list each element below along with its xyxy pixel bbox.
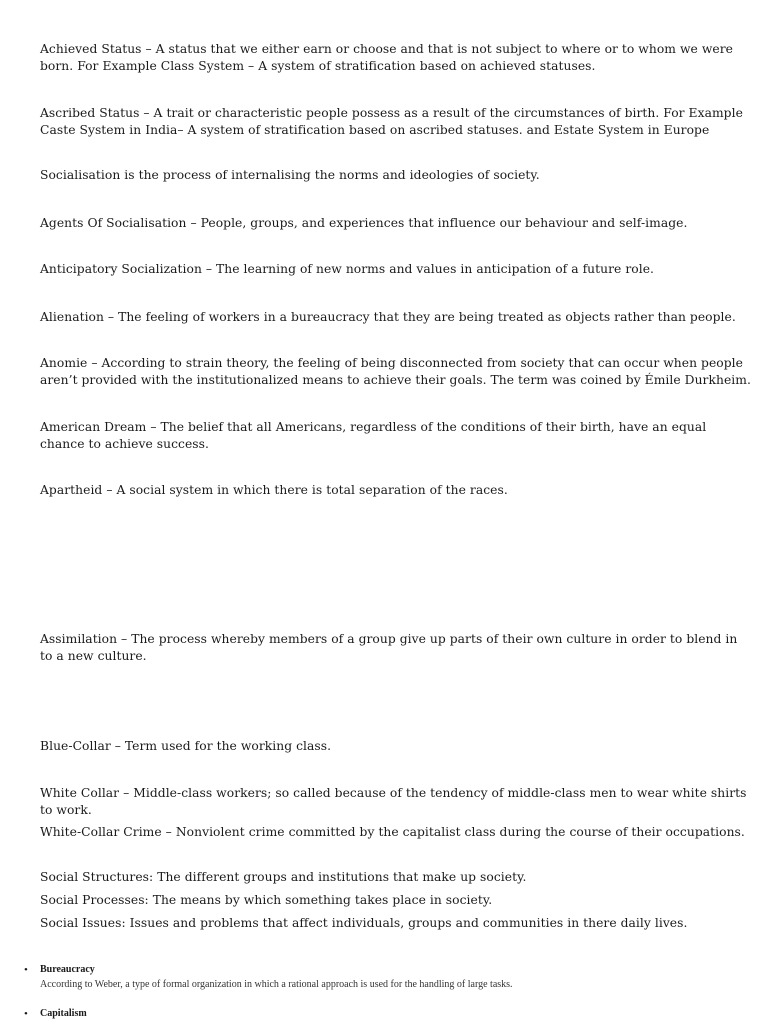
paragraph-agents-of-socialisation: Agents Of Socialisation – People, groups, and experiences that influence our behaviour and self-image. bbox=[40, 216, 688, 230]
paragraph-anticipatory-socialization: Anticipatory Socialization – The learning of new norms and values in anticipation of a future role. bbox=[40, 262, 654, 276]
bullet-marker: • bbox=[24, 1008, 28, 1020]
paragraph-white-collar: White Collar – Middle-class workers; so called because of the tendency of middle-class men to wear white shirts to work. bbox=[40, 786, 747, 817]
paragraph-white-collar-crime: White-Collar Crime – Nonviolent crime committed by the capitalist class during the course of their occupations. bbox=[40, 825, 745, 839]
bullet-marker: • bbox=[24, 964, 28, 976]
paragraph-assimilation: Assimilation – The process whereby members of a group give up parts of their own culture in order to blend in to a new culture. bbox=[40, 632, 738, 663]
paragraph-social-structures: Social Structures: The different groups and institutions that make up society. bbox=[40, 870, 527, 884]
paragraph-social-issues: Social Issues: Issues and problems that affect individuals, groups and communities in there daily lives. bbox=[40, 916, 688, 930]
paragraph-anomie: Anomie – According to strain theory, the feeling of being disconnected from society that can occur when people aren’t provided with the institutionalized means to achieve their goals. The term was coined by Émile Durkheim. bbox=[40, 356, 751, 387]
paragraph-ascribed-status: Ascribed Status – A trait or characteristic people possess as a result of the circumstances of birth. For Example Caste System in India– A system of stratification based on ascribed statuses. and Estate System in Europe bbox=[40, 106, 743, 137]
paragraph-achieved-status: Achieved Status – A status that we either earn or choose and that is not subject to where or to whom we were born. For Example Class System – A system of stratification based on achieved statuses. bbox=[40, 42, 733, 73]
paragraph-apartheid: Apartheid – A social system in which there is total separation of the races. bbox=[40, 483, 508, 497]
paragraph-social-processes: Social Processes: The means by which something takes place in society. bbox=[40, 893, 493, 907]
term-title: Bureaucracy bbox=[40, 964, 95, 975]
term-title: Capitalism bbox=[40, 1008, 87, 1019]
term-description: According to Weber, a type of formal organization in which a rational approach is used for the handling of large tasks. bbox=[40, 979, 513, 990]
paragraph-american-dream: American Dream – The belief that all Americans, regardless of the conditions of their birth, have an equal chance to achieve success. bbox=[40, 420, 707, 451]
paragraph-socialisation: Socialisation is the process of internalising the norms and ideologies of society. bbox=[40, 168, 540, 182]
paragraph-alienation: Alienation – The feeling of workers in a bureaucracy that they are being treated as objects rather than people. bbox=[40, 310, 736, 324]
paragraph-blue-collar: Blue-Collar – Term used for the working class. bbox=[40, 739, 332, 753]
